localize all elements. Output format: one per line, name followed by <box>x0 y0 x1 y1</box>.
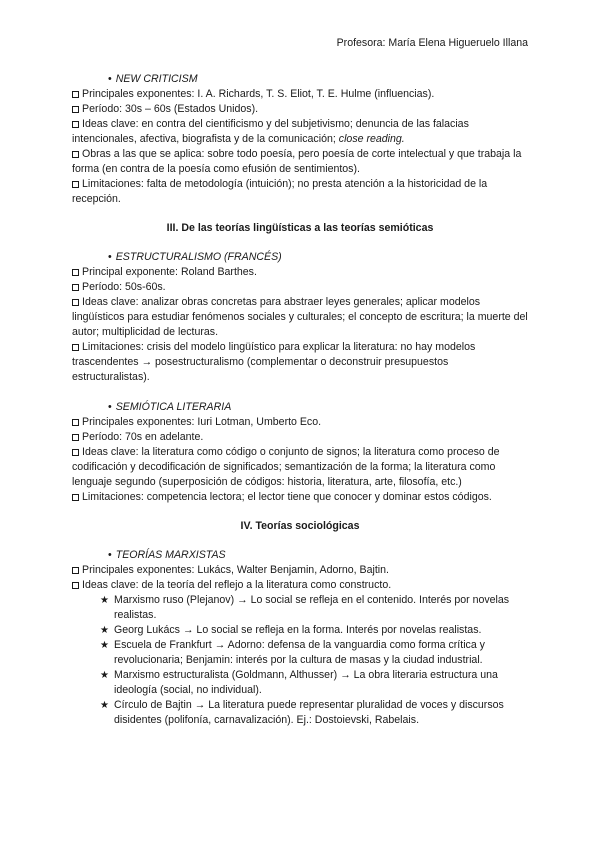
bullet-icon: • <box>108 401 112 413</box>
checkbox-bullet-icon <box>72 284 79 291</box>
list-item: Ideas clave: la literatura como código o conjunto de signos; la literatura como proceso de codificación y decodificación de significados; semantización de la forma; la literatura como lenguaje segundo (superposición de códigos: historia, literatura, arte, filosofía, etc.) <box>72 446 500 488</box>
list-item: Principales exponentes: Lukács, Walter Benjamin, Adorno, Bajtin. <box>72 563 528 578</box>
list-item: Período: 70s en adelante. <box>72 430 528 445</box>
bullet-icon: • <box>108 251 112 263</box>
estructuralismo-title: • ESTRUCTURALISMO (FRANCÉS) <box>108 251 282 263</box>
list-item: Período: 50s-60s. <box>72 280 528 295</box>
list-item: Limitaciones: competencia lectora; el lector tiene que conocer y dominar estos códigos. <box>72 490 528 505</box>
document-content <box>72 72 528 728</box>
semiotica-title: • SEMIÓTICA LITERARIA <box>108 401 232 413</box>
list-item: Principal exponente: Roland Barthes. <box>72 265 528 280</box>
list-item: Ideas clave: de la teoría del reflejo a la literatura como constructo. <box>72 578 528 593</box>
star-icon: ★ <box>100 640 109 651</box>
checkbox-bullet-icon <box>72 299 79 306</box>
star-icon: ★ <box>100 595 109 606</box>
list-item: Limitaciones: falta de metodología (intuición); no presta atención a la historicidad de la recepción. <box>72 178 488 205</box>
list-item: ★ Marxismo estructuralista (Goldmann, Althusser) → La obra literaria estructura una ideología (social, no individual). <box>100 669 498 696</box>
bullet-icon: • <box>108 549 112 561</box>
marxistas-title: • TEORÍAS MARXISTAS <box>108 549 226 561</box>
checkbox-bullet-icon <box>72 91 79 98</box>
checkbox-bullet-icon <box>72 582 79 589</box>
list-item: Obras a las que se aplica: sobre todo poesía, pero poesía de corte intelectual y que trabaja la forma (en contra de la poesía como efusión de sentimientos). <box>72 148 522 175</box>
list-item: Ideas clave: analizar obras concretas para abstraer leyes generales; aplicar modelos lingüísticos para estudiar fenómenos sociales y culturales; el concepto de escritura; la muerte del autor; multiplicidad de lecturas. <box>72 296 528 338</box>
star-icon: ★ <box>100 670 109 681</box>
list-item: Principales exponentes: I. A. Richards, T. S. Eliot, T. E. Hulme (influencias). <box>72 87 528 102</box>
list-item: ★ Marxismo ruso (Plejanov) → Lo social se refleja en el contenido. Interés por novelas realistas. <box>100 594 510 621</box>
checkbox-bullet-icon <box>72 181 79 188</box>
checkbox-bullet-icon <box>72 567 79 574</box>
star-icon: ★ <box>100 700 109 711</box>
checkbox-bullet-icon <box>72 269 79 276</box>
checkbox-bullet-icon <box>72 449 79 456</box>
list-item: Período: 30s – 60s (Estados Unidos). <box>72 102 528 117</box>
list-item: ★ Círculo de Bajtin → La literatura puede representar pluralidad de voces y discursos disidentes (polifonía, carnavalización). Ej.: Dostoievski, Rabelais. <box>100 699 504 726</box>
list-item: ★ Escuela de Frankfurt → Adorno: defensa de la vanguardia como forma crítica y revolucionaria; Benjamin: interés por la cultura de masas y la ciudad industrial. <box>100 639 485 666</box>
marxist-schools-list <box>72 593 528 728</box>
new-criticism-title: • NEW CRITICISM <box>108 73 198 85</box>
close-reading-term: close reading. <box>338 133 405 145</box>
list-item: Ideas clave: en contra del cientificismo y del subjetivismo; denuncia de las falacias intencionales, afectiva, biografista y de la comunicación; close reading. <box>72 118 469 145</box>
checkbox-bullet-icon <box>72 344 79 351</box>
checkbox-bullet-icon <box>72 494 79 501</box>
section-heading-3: III. De las teorías lingüísticas a las teorías semióticas <box>166 222 434 234</box>
checkbox-bullet-icon <box>72 106 79 113</box>
list-item: Principales exponentes: Iuri Lotman, Umberto Eco. <box>72 415 528 430</box>
star-icon: ★ <box>100 625 109 636</box>
checkbox-bullet-icon <box>72 151 79 158</box>
bullet-icon: • <box>108 73 112 85</box>
section-heading-4: IV. Teorías sociológicas <box>240 520 360 532</box>
checkbox-bullet-icon <box>72 121 79 128</box>
checkbox-bullet-icon <box>72 434 79 441</box>
author-header: Profesora: María Elena Higueruelo Illana <box>336 37 528 49</box>
checkbox-bullet-icon <box>72 419 79 426</box>
list-item: Limitaciones: crisis del modelo lingüístico para explicar la literatura: no hay modelos trascendentes → posestructuralismo (complementar o deconstruir presupuestos estructuralistas). <box>72 341 476 383</box>
list-item: ★ Georg Lukács → Lo social se refleja en la forma. Interés por novelas realistas. <box>100 624 482 636</box>
